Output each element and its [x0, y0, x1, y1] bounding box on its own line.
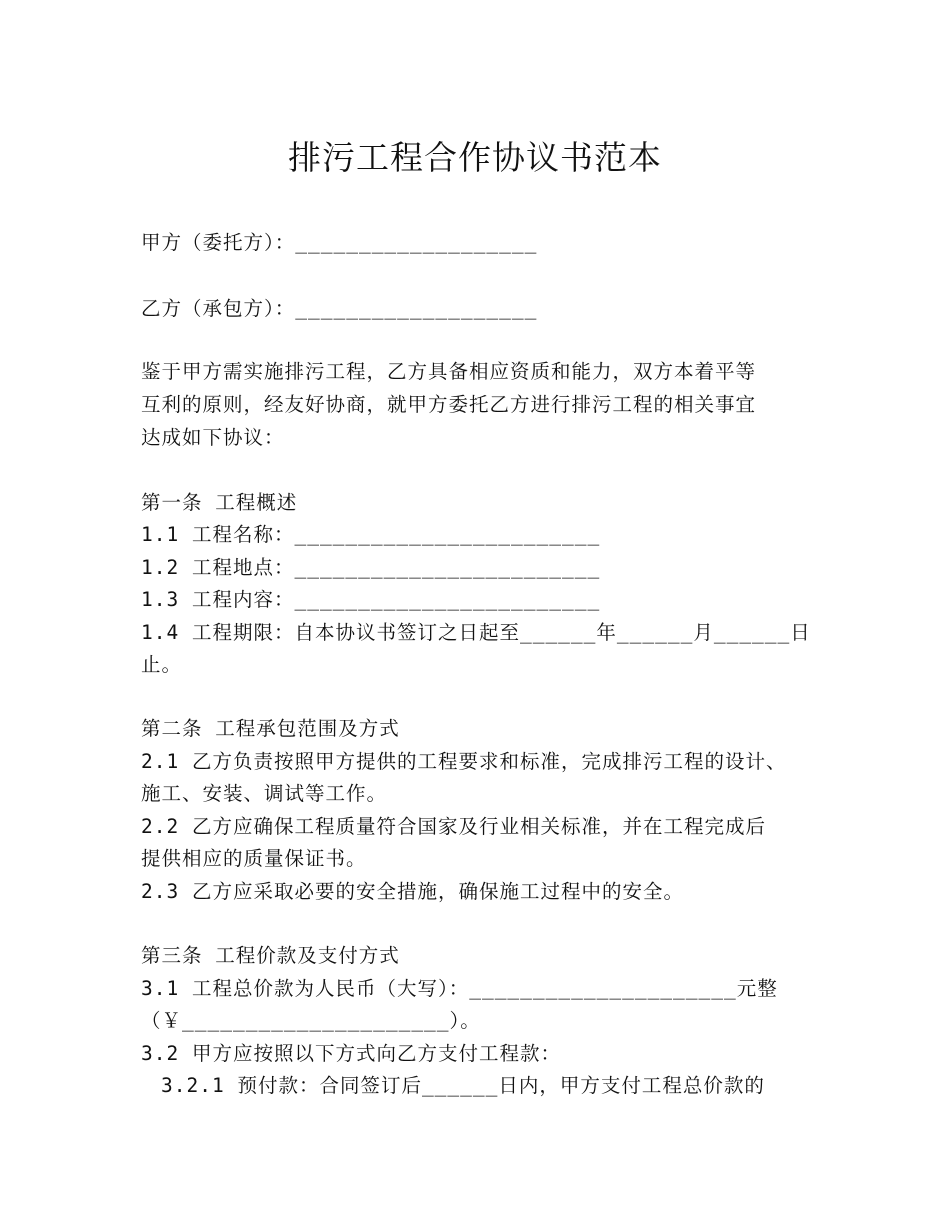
clause-line: （￥_____________________）。 [141, 1009, 481, 1032]
clause-line: 2.1 乙方负责按照甲方提供的工程要求和标准，完成排污工程的设计、 [141, 750, 787, 773]
clause-line: 3.1 工程总价款为人民币（大写）：_____________________元整 [141, 977, 778, 1000]
article-heading: 第一条 工程概述 [141, 491, 298, 514]
article-heading: 第二条 工程承包范围及方式 [141, 717, 400, 740]
clause-line: 1.2 工程地点：________________________ [141, 556, 601, 579]
preamble-line: 互利的原则，经友好协商，就甲方委托乙方进行排污工程的相关事宜 [141, 393, 757, 416]
clause-line: 提供相应的质量保证书。 [141, 847, 367, 870]
clause-line: 1.1 工程名称：________________________ [141, 523, 601, 546]
document-title: 排污工程合作协议书范本 [288, 138, 662, 177]
clause-line: 2.2 乙方应确保工程质量符合国家及行业相关标准，并在工程完成后 [141, 815, 766, 838]
preamble-line: 达成如下协议： [141, 426, 285, 449]
article-heading: 第三条 工程价款及支付方式 [141, 944, 400, 967]
clause-line: 1.4 工程期限：自本协议书签订之日起至______年______月______日 [141, 621, 811, 644]
clause-line: 2.3 乙方应采取必要的安全措施，确保施工过程中的安全。 [141, 880, 684, 903]
party-b-line: 乙方（承包方）：___________________ [141, 297, 538, 320]
clause-line: 施工、安装、调试等工作。 [141, 782, 388, 805]
preamble-line: 鉴于甲方需实施排污工程，乙方具备相应资质和能力，双方本着平等 [141, 360, 757, 383]
clause-line: 1.3 工程内容：________________________ [141, 588, 601, 611]
clause-line: 止。 [141, 653, 183, 676]
party-a-line: 甲方（委托方）：___________________ [141, 231, 538, 254]
sub-clause-line: 3.2.1 预付款：合同签订后______日内，甲方支付工程总价款的 [161, 1074, 765, 1097]
clause-line: 3.2 甲方应按照以下方式向乙方支付工程款： [141, 1042, 561, 1065]
